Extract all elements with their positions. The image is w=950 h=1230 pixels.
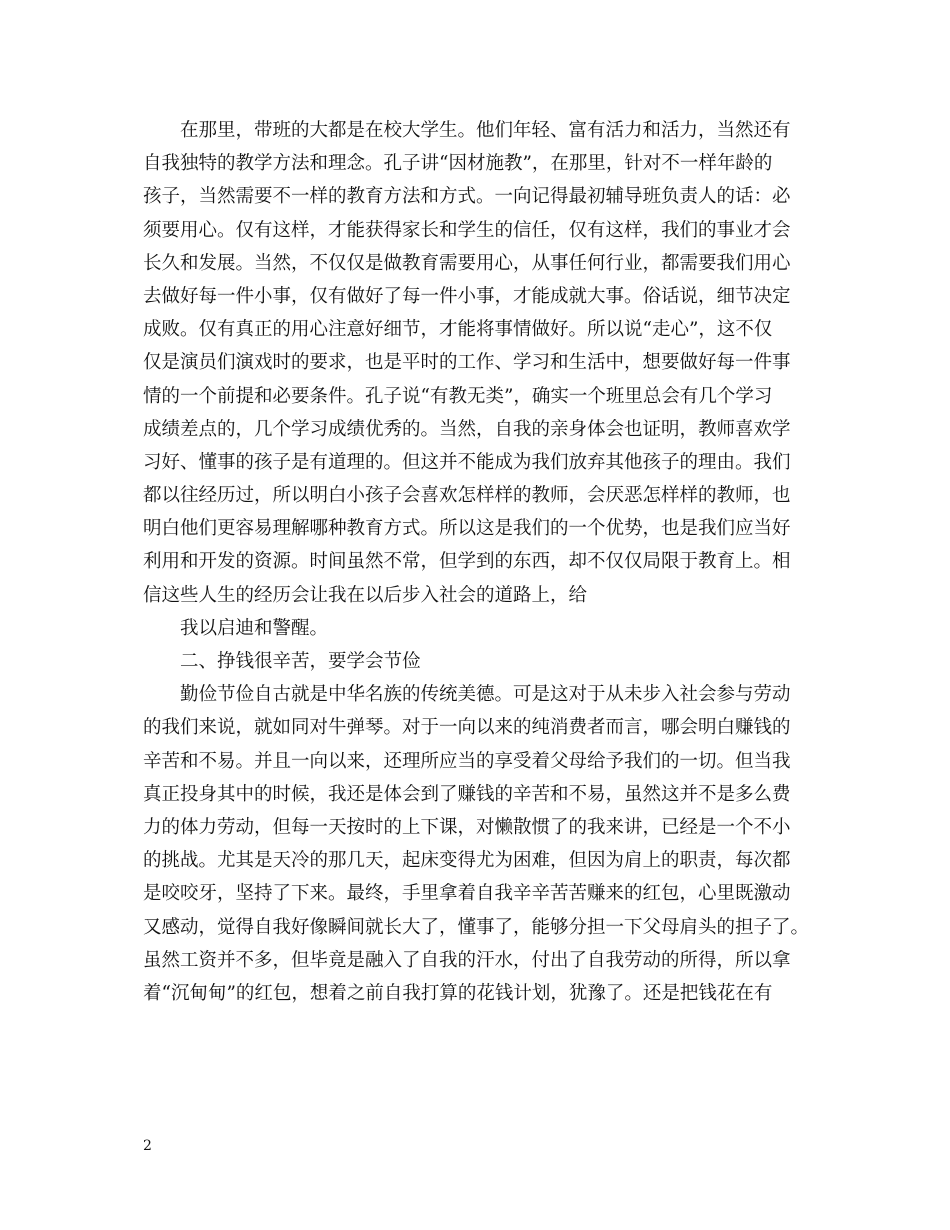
text-line: 习好、懂事的孩子是有道理的。但这并不能成为我们放弃其他孩子的理由。我们 <box>143 451 791 473</box>
text-line: 在那里，带班的大都是在校大学生。他们年轻、富有活力和活力，当然还有 <box>180 120 791 141</box>
text-line: 着“沉甸甸”的红包，想着之前自我打算的花钱计划，犹豫了。还是把钱花在有 <box>143 982 773 1004</box>
text-line: 辛苦和不易。并且一向以来，还理所应当的享受着父母给予我们的一切。但当我 <box>143 750 791 772</box>
text-line: 成绩差点的，几个学习成绩优秀的。当然，自我的亲身体会也证明，教师喜欢学 <box>143 418 791 440</box>
text-line: 虽然工资并不多，但毕竟是融入了自我的汗水，付出了自我劳动的所得，所以拿 <box>143 949 791 971</box>
text-line: 成败。仅有真正的用心注意好细节，才能将事情做好。所以说“走心”，这不仅 <box>143 319 773 341</box>
text-line: 勤俭节俭自古就是中华名族的传统美德。可是这对于从未步入社会参与劳动 <box>180 684 791 706</box>
text-line: 我以启迪和警醒。 <box>180 617 329 639</box>
page-number: 2 <box>143 1138 152 1154</box>
text-line: 情的一个前提和必要条件。孔子说“有教无类”，确实一个班里总会有几个学习 <box>143 385 773 407</box>
text-line: 去做好每一件小事，仅有做好了每一件小事，才能成就大事。俗话说，细节决定 <box>143 285 791 307</box>
text-line: 信这些人生的经历会让我在以后步入社会的道路上，给 <box>143 584 588 606</box>
text-line: 自我独特的教学方法和理念。孔子讲“因材施教”，在那里，针对不一样年龄的 <box>143 153 773 175</box>
text-line: 孩子，当然需要不一样的教育方法和方式。一向记得最初辅导班负责人的话：必 <box>143 186 791 208</box>
text-line: 是咬咬牙，坚持了下来。最终，手里拿着自我辛辛苦苦赚来的红包，心里既激动 <box>143 883 791 905</box>
text-line: 的我们来说，就如同对牛弹琴。对于一向以来的纯消费者而言，哪会明白赚钱的 <box>143 717 791 739</box>
text-line: 利用和开发的资源。时间虽然不常，但学到的东西，却不仅仅局限于教育上。相 <box>143 551 791 573</box>
text-line: 又感动，觉得自我好像瞬间就长大了，懂事了，能够分担一下父母肩头的担子了。 <box>143 916 810 938</box>
text-line: 仅是演员们演戏时的要求，也是平时的工作、学习和生活中，想要做好每一件事 <box>143 352 791 374</box>
text-line: 明白他们更容易理解哪种教育方式。所以这是我们的一个优势，也是我们应当好 <box>143 518 791 540</box>
text-line: 的挑战。尤其是天冷的那几天，起床变得尤为困难，但因为肩上的职责，每次都 <box>143 850 791 872</box>
text-line: 真正投身其中的时候，我还是体会到了赚钱的辛苦和不易，虽然这并不是多么费 <box>143 783 791 805</box>
body-text <box>143 114 813 1010</box>
text-line: 二、挣钱很辛苦，要学会节俭 <box>180 651 421 672</box>
text-line: 须要用心。仅有这样，才能获得家长和学生的信任，仅有这样，我们的事业才会 <box>143 219 791 241</box>
text-line: 力的体力劳动，但每一天按时的上下课，对懒散惯了的我来讲，已经是一个不小 <box>143 816 791 838</box>
text-line: 都以往经历过，所以明白小孩子会喜欢怎样样的教师，会厌恶怎样样的教师，也 <box>143 485 791 507</box>
text-line: 长久和发展。当然，不仅仅是做教育需要用心，从事任何行业，都需要我们用心 <box>143 252 791 274</box>
